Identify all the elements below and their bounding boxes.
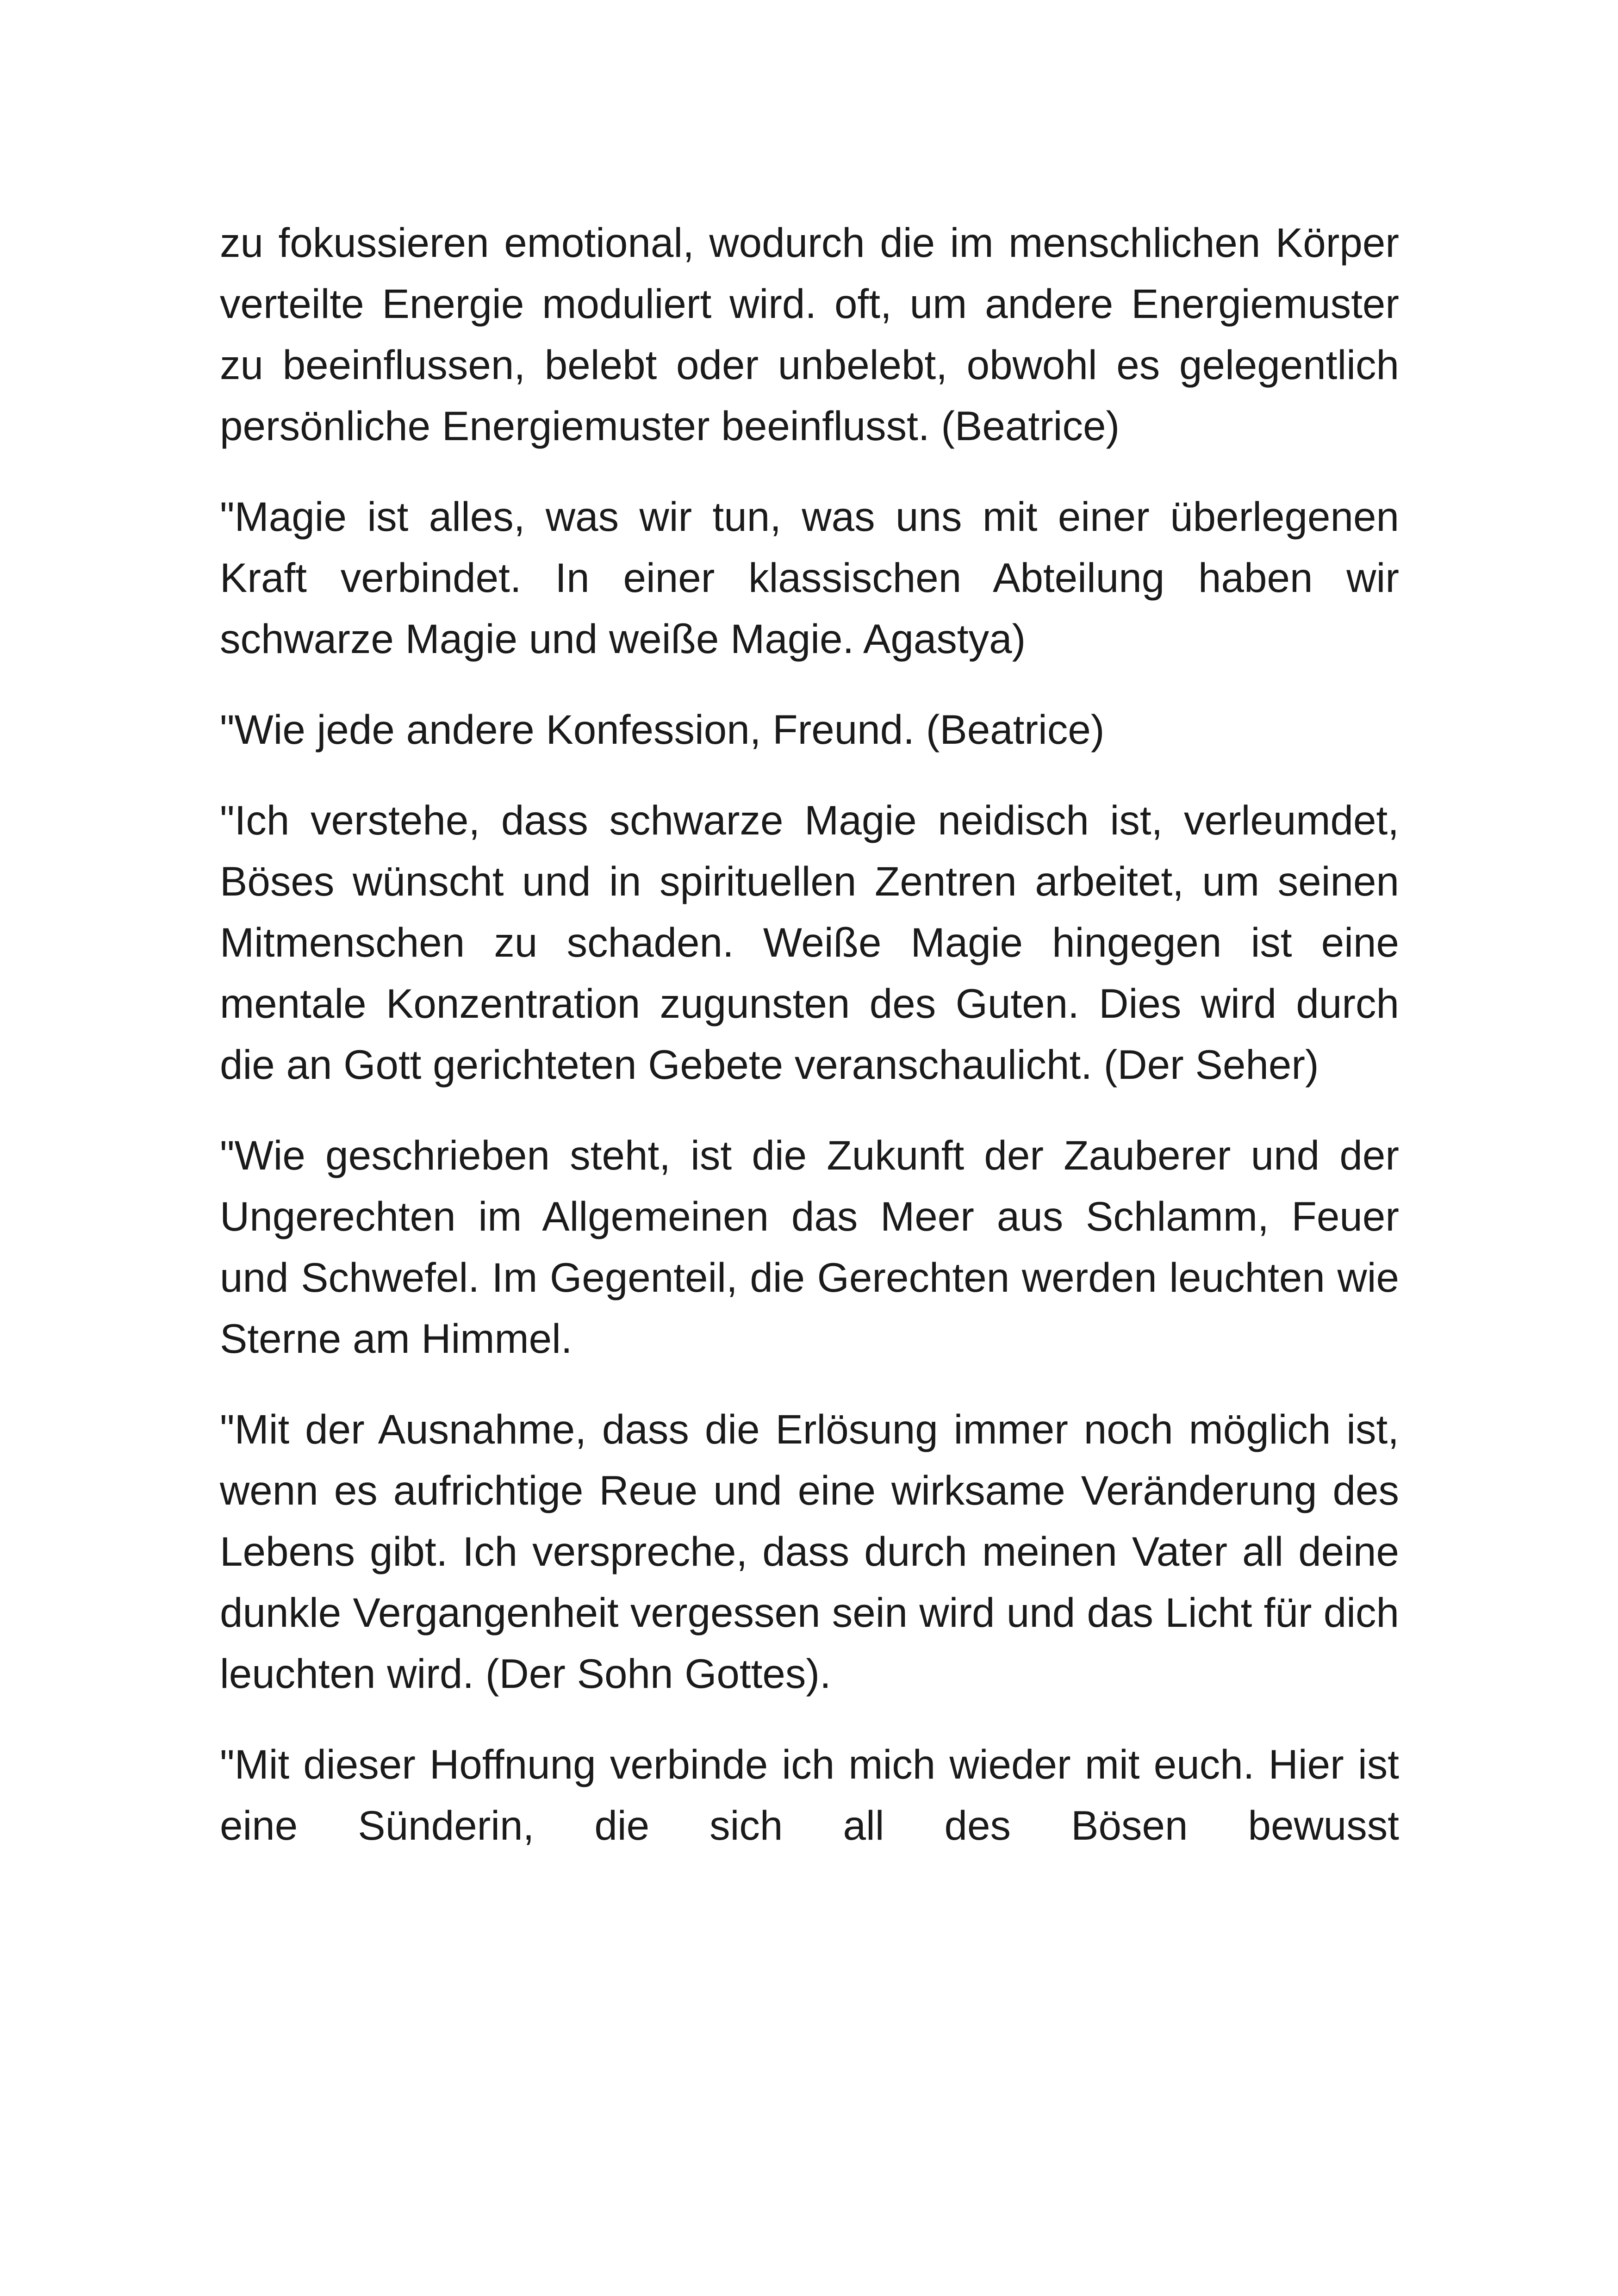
- paragraph-1: zu fokussieren emotional, wodurch die im menschlichen Körper verteilte Energie moduliert wird. oft, um andere Energiemuster zu beeinflussen, belebt oder unbelebt, obwohl es gelegentlich persönliche Energiemuster beeinflusst. (Beatrice): [220, 219, 1399, 449]
- paragraph-3: "Wie jede andere Konfession, Freund. (Beatrice): [220, 706, 1105, 753]
- paragraph-6: "Mit der Ausnahme, dass die Erlösung immer noch möglich ist, wenn es aufrichtige Reue und eine wirksame Veränderung des Lebens gibt. Ich verspreche, dass durch meinen Vater all deine dunkle Vergangenheit vergessen sein wird und das Licht für dich leuchten wird. (Der Sohn Gottes).: [220, 1406, 1399, 1697]
- body-text: [220, 212, 1399, 1885]
- paragraph-7: "Mit dieser Hoffnung verbinde ich mich wieder mit euch. Hier ist eine Sünderin, die sich all des Bösen bewusst: [220, 1741, 1399, 1848]
- paragraph-4: "Ich verstehe, dass schwarze Magie neidisch ist, verleumdet, Böses wünscht und in spirituellen Zentren arbeitet, um seinen Mitmenschen zu schaden. Weiße Magie hingegen ist eine mentale Konzentration zugunsten des Guten. Dies wird durch die an Gott gerichteten Gebete veranschaulicht. (Der Seher): [220, 797, 1399, 1088]
- paragraph-2: "Magie ist alles, was wir tun, was uns mit einer überlegenen Kraft verbindet. In einer klassischen Abteilung haben wir schwarze Magie und weiße Magie. Agastya): [220, 493, 1399, 662]
- paragraph-5: "Wie geschrieben steht, ist die Zukunft der Zauberer und der Ungerechten im Allgemeinen das Meer aus Schlamm, Feuer und Schwefel. Im Gegenteil, die Gerechten werden leuchten wie Sterne am Himmel.: [220, 1132, 1399, 1362]
